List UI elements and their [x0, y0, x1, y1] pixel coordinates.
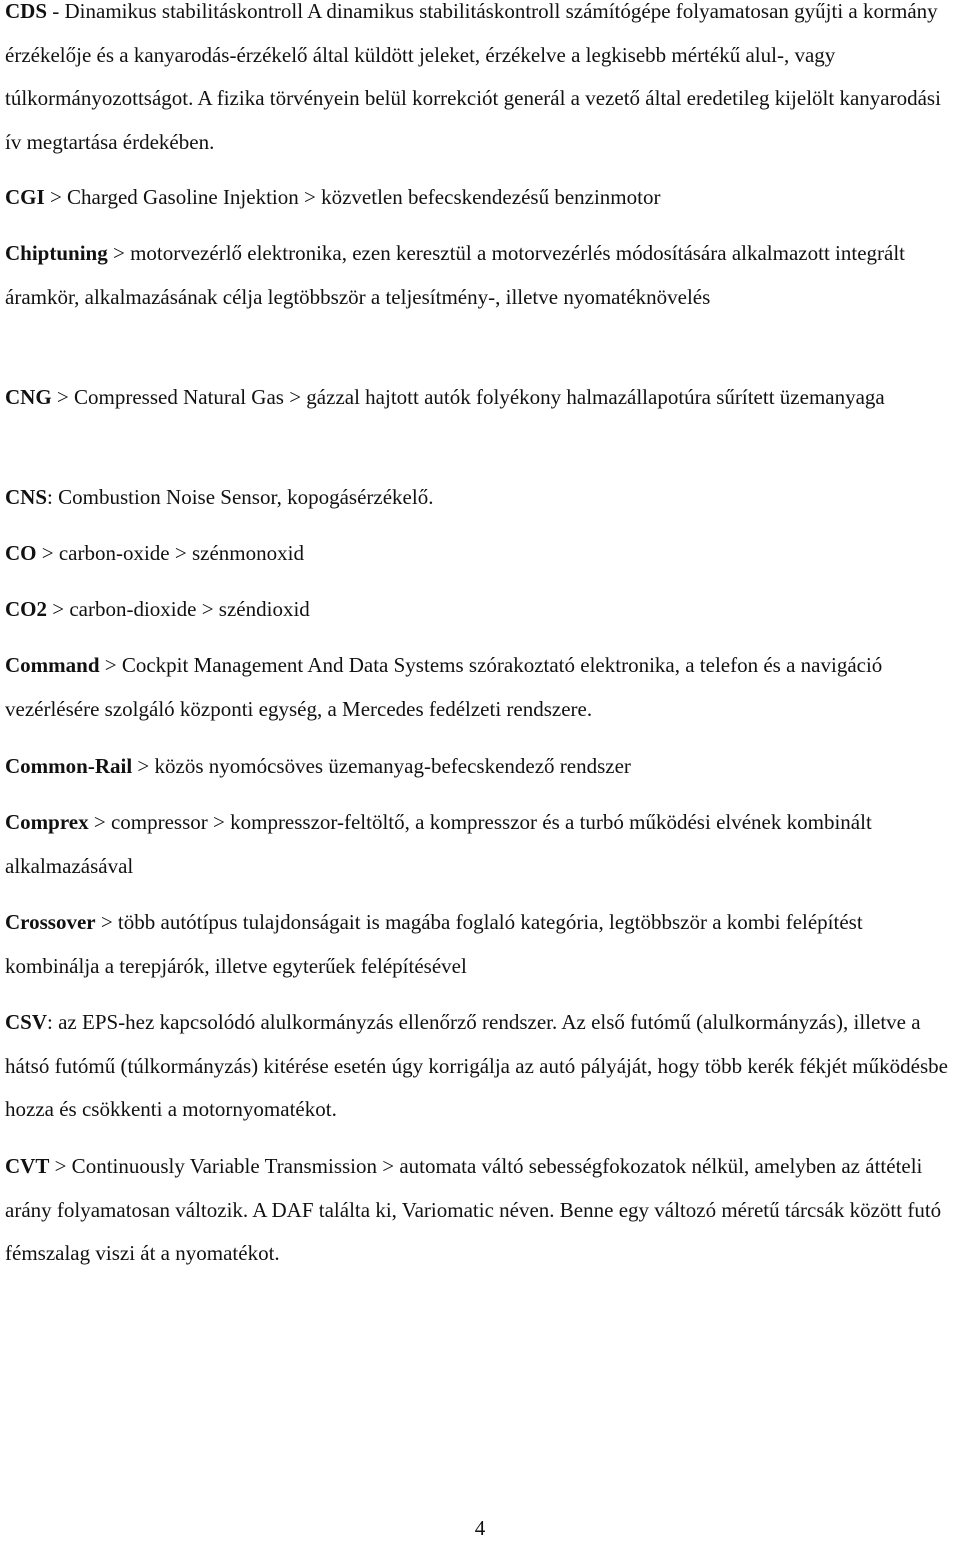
- glossary-entry-common-rail: [5, 745, 958, 789]
- entry-term: CNS: [5, 485, 48, 509]
- glossary-entry-comprex: [5, 801, 958, 888]
- glossary-entry-command: [5, 644, 958, 731]
- entry-definition: > carbon-oxide > szénmonoxid: [36, 541, 304, 565]
- glossary-entry-chiptuning: [5, 232, 958, 319]
- entry-definition: > motorvezérlő elektronika, ezen keresztül a motorvezérlés módosítására alkalmazott integrált áramkör, alkalmazásának célja legtöbbször a teljesítmény-, illetve nyomatéknövelés: [5, 241, 905, 309]
- entry-term: CNG: [5, 385, 52, 409]
- entry-definition: > Charged Gasoline Injektion > közvetlen befecskendezésű benzinmotor: [44, 185, 661, 209]
- entry-definition: > carbon-dioxide > széndioxid: [47, 597, 310, 621]
- glossary-entry-cvt: [5, 1145, 958, 1276]
- entry-definition: > compressor > kompresszor-feltöltő, a kompresszor és a turbó működési elvének kombinált alkalmazásával: [5, 810, 872, 878]
- entry-term: CO2: [5, 597, 47, 621]
- glossary-entry-co: [5, 532, 958, 576]
- page-number: 4: [474, 1516, 486, 1540]
- entry-definition: > Compressed Natural Gas > gázzal hajtott autók folyékony halmazállapotúra sűrített üzemanyaga: [51, 385, 885, 409]
- glossary-entry-csv: [5, 1001, 958, 1132]
- entry-term: CGI: [5, 185, 45, 209]
- glossary-entry-cns: [5, 476, 958, 520]
- entry-term: Crossover: [5, 910, 96, 934]
- entry-definition: : az EPS-hez kapcsolódó alulkormányzás ellenőrző rendszer. Az első futómű (alulkormányzás), illetve a hátsó futómű (túlkormányzás) kitérése esetén úgy korrigálja az autó pályáját, hogy több kerék fékjét működésbe hozza és csökkenti a motornyomatékot.: [5, 1010, 948, 1122]
- entry-term: CO: [5, 541, 37, 565]
- glossary-entry-cng: [5, 376, 958, 420]
- glossary-entry-crossover: [5, 901, 958, 988]
- entry-term: Comprex: [5, 810, 89, 834]
- entry-definition: > Continuously Variable Transmission > automata váltó sebességfokozatok nélkül, amelyben az áttételi arány folyamatosan változik. A DAF találta ki, Variomatic néven. Benne egy változó méretű tárcsák között futó fémszalag viszi át a nyomatékot.: [5, 1154, 942, 1266]
- entry-definition: : Combustion Noise Sensor, kopogásérzékelő.: [47, 485, 434, 509]
- glossary-entry-cds: [5, 0, 958, 164]
- entry-definition: - Dinamikus stabilitáskontroll A dinamikus stabilitáskontroll számítógépe folyamatosan gyűjti a kormány érzékelője és a kanyarodás-érzékelő által küldött jeleket, érzékelve a legkisebb mértékű alul-, vagy túlkormányozottságot. A fizika törvényein belül korrekciót generál a vezető által eredetileg kijelölt kanyarodási ív megtartása érdekében.: [5, 0, 941, 154]
- glossary-entry-cgi: [5, 176, 958, 220]
- glossary-entry-co2: [5, 588, 958, 632]
- entry-term: Command: [5, 653, 100, 677]
- entry-term: CSV: [5, 1010, 48, 1034]
- entry-term: CVT: [5, 1154, 50, 1178]
- entry-definition: > Cockpit Management And Data Systems szórakoztató elektronika, a telefon és a navigáció vezérlésére szolgáló központi egység, a Mercedes fedélzeti rendszere.: [5, 653, 883, 721]
- entry-term: Chiptuning: [5, 241, 108, 265]
- entry-definition: > több autótípus tulajdonságait is magába foglaló kategória, legtöbbször a kombi felépítést kombinálja a terepjárók, illetve egyterűek felépítésével: [5, 910, 863, 978]
- entry-definition: > közös nyomócsöves üzemanyag-befecskendező rendszer: [132, 754, 631, 778]
- entry-term: Common-Rail: [5, 754, 133, 778]
- entry-term: CDS: [5, 0, 48, 23]
